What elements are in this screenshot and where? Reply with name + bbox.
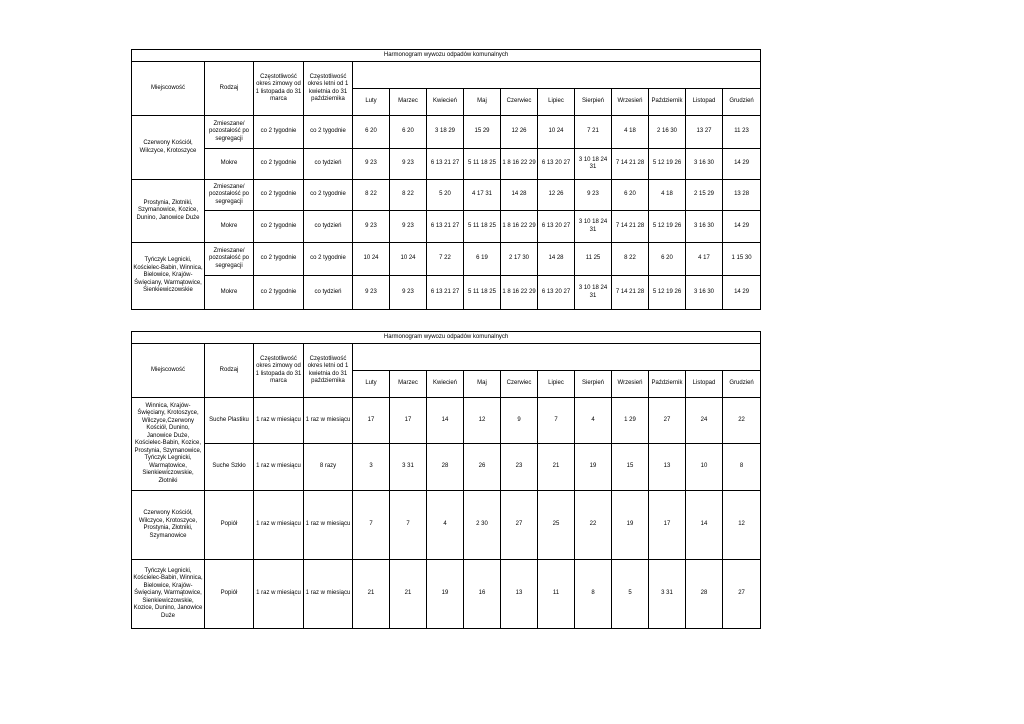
date-cell: 4 18 bbox=[612, 116, 649, 149]
date-cell: 9 bbox=[501, 398, 538, 444]
date-cell: 3 31 bbox=[649, 560, 686, 629]
date-cell: 5 12 19 26 bbox=[649, 276, 686, 310]
date-cell: 6 20 bbox=[612, 180, 649, 211]
date-cell: 9 23 bbox=[353, 211, 390, 243]
date-cell: 9 23 bbox=[353, 149, 390, 180]
summer-frequency-cell: co 2 tygodnie bbox=[304, 116, 353, 149]
month-header: Kwiecień bbox=[427, 371, 464, 398]
month-header: Grudzień bbox=[723, 371, 761, 398]
date-cell: 5 12 19 26 bbox=[649, 149, 686, 180]
date-cell: 7 14 21 28 bbox=[612, 276, 649, 310]
date-cell: 28 bbox=[427, 444, 464, 491]
date-cell: 9 23 bbox=[353, 276, 390, 310]
date-cell: 1 29 bbox=[612, 398, 649, 444]
date-cell: 6 13 20 27 bbox=[538, 276, 575, 310]
date-cell: 26 bbox=[464, 444, 501, 491]
winter-frequency-header: Częstotliwość okres zimowy od 1 listopada do 31 marca bbox=[254, 62, 304, 116]
date-cell: 8 bbox=[723, 444, 761, 491]
date-cell: 3 bbox=[353, 444, 390, 491]
waste-type-cell: Popiół bbox=[205, 560, 254, 629]
date-cell: 13 28 bbox=[723, 180, 761, 211]
locality-cell: Tyńczyk Legnicki, Kościelec-Babin, Winnica, Bielowice, Krajów-Święciany, Warmątowice, Sienkiewiczowskie bbox=[132, 243, 205, 310]
type-header: Rodzaj bbox=[205, 344, 254, 398]
date-cell: 27 bbox=[723, 560, 761, 629]
month-header: Sierpień bbox=[575, 371, 612, 398]
table-row bbox=[132, 444, 761, 491]
date-cell: 8 22 bbox=[612, 243, 649, 276]
date-cell: 7 22 bbox=[427, 243, 464, 276]
month-header: Maj bbox=[464, 89, 501, 116]
date-cell: 3 18 29 bbox=[427, 116, 464, 149]
date-cell: 7 14 21 28 bbox=[612, 211, 649, 243]
winter-frequency-cell: co 2 tygodnie bbox=[254, 116, 304, 149]
schedule-table-2 bbox=[131, 331, 761, 629]
winter-frequency-cell: 1 raz w miesiącu bbox=[254, 444, 304, 491]
date-cell: 1 8 16 22 29 bbox=[501, 211, 538, 243]
month-header: Kwiecień bbox=[427, 89, 464, 116]
date-cell: 3 16 30 bbox=[686, 149, 723, 180]
date-cell: 6 13 20 27 bbox=[538, 211, 575, 243]
months-blank-header bbox=[353, 62, 761, 89]
date-cell: 7 21 bbox=[575, 116, 612, 149]
summer-frequency-cell: 8 razy bbox=[304, 444, 353, 491]
table-row bbox=[132, 398, 761, 444]
date-cell: 14 29 bbox=[723, 149, 761, 180]
month-header: Lipiec bbox=[538, 89, 575, 116]
table-title: Harmonogram wywozu odpadów komunalnych bbox=[132, 50, 761, 62]
date-cell: 7 bbox=[353, 491, 390, 560]
months-blank-header bbox=[353, 344, 761, 371]
date-cell: 5 11 18 25 bbox=[464, 149, 501, 180]
date-cell: 4 17 31 bbox=[464, 180, 501, 211]
date-cell: 27 bbox=[501, 491, 538, 560]
summer-frequency-cell: 1 raz w miesiącu bbox=[304, 398, 353, 444]
waste-type-cell: Zmieszane/ pozostałość po segregacji bbox=[205, 243, 254, 276]
date-cell: 19 bbox=[612, 491, 649, 560]
winter-frequency-cell: co 2 tygodnie bbox=[254, 243, 304, 276]
date-cell: 3 16 30 bbox=[686, 211, 723, 243]
date-cell: 1 8 16 22 29 bbox=[501, 149, 538, 180]
date-cell: 7 14 21 28 bbox=[612, 149, 649, 180]
waste-type-cell: Zmieszane/ pozostałość po segregacji bbox=[205, 116, 254, 149]
summer-frequency-cell: co tydzień bbox=[304, 149, 353, 180]
date-cell: 2 16 30 bbox=[649, 116, 686, 149]
month-header: Luty bbox=[353, 371, 390, 398]
summer-frequency-cell: co tydzień bbox=[304, 276, 353, 310]
date-cell: 2 17 30 bbox=[501, 243, 538, 276]
date-cell: 12 bbox=[723, 491, 761, 560]
date-cell: 6 13 20 27 bbox=[538, 149, 575, 180]
waste-type-cell: Suche Szkło bbox=[205, 444, 254, 491]
date-cell: 2 15 29 bbox=[686, 180, 723, 211]
date-cell: 14 bbox=[686, 491, 723, 560]
locality-cell: Czerwony Kościół, Wilczyce, Krotoszyce, Prostynia, Złotniki, Szymanowice bbox=[132, 491, 205, 560]
date-cell: 21 bbox=[353, 560, 390, 629]
date-cell: 11 23 bbox=[723, 116, 761, 149]
summer-frequency-cell: 1 raz w miesiącu bbox=[304, 560, 353, 629]
date-cell: 13 bbox=[501, 560, 538, 629]
date-cell: 28 bbox=[686, 560, 723, 629]
date-cell: 10 24 bbox=[353, 243, 390, 276]
winter-frequency-cell: co 2 tygodnie bbox=[254, 276, 304, 310]
date-cell: 10 24 bbox=[390, 243, 427, 276]
winter-frequency-cell: 1 raz w miesiącu bbox=[254, 491, 304, 560]
waste-type-cell: Suche Plastiku bbox=[205, 398, 254, 444]
summer-frequency-header: Częstotliwość okres letni od 1 kwietnia do 31 października bbox=[304, 62, 353, 116]
date-cell: 10 24 bbox=[538, 116, 575, 149]
date-cell: 3 10 18 24 31 bbox=[575, 149, 612, 180]
date-cell: 17 bbox=[390, 398, 427, 444]
date-cell: 16 bbox=[464, 560, 501, 629]
date-cell: 8 22 bbox=[390, 180, 427, 211]
locality-cell: Tyńczyk Legnicki, Kościelec-Babin, Winnica, Bielowice, Krajów-Święciany, Warmątowice, Sienkiewiczowskie, Kozice, Dunino, Janowice Duże bbox=[132, 560, 205, 629]
date-cell: 5 11 18 25 bbox=[464, 211, 501, 243]
date-cell: 22 bbox=[723, 398, 761, 444]
date-cell: 11 bbox=[538, 560, 575, 629]
summer-frequency-header: Częstotliwość okres letni od 1 kwietnia do 31 października bbox=[304, 344, 353, 398]
locality-header: Miejscowość bbox=[132, 344, 205, 398]
date-cell: 8 bbox=[575, 560, 612, 629]
date-cell: 1 8 16 22 29 bbox=[501, 276, 538, 310]
date-cell: 14 28 bbox=[538, 243, 575, 276]
month-header: Październik bbox=[649, 371, 686, 398]
winter-frequency-header: Częstotliwość okres zimowy od 1 listopada do 31 marca bbox=[254, 344, 304, 398]
month-header: Czerwiec bbox=[501, 89, 538, 116]
waste-type-cell: Mokre bbox=[205, 211, 254, 243]
date-cell: 8 22 bbox=[353, 180, 390, 211]
date-cell: 9 23 bbox=[390, 276, 427, 310]
winter-frequency-cell: 1 raz w miesiącu bbox=[254, 560, 304, 629]
date-cell: 6 20 bbox=[390, 116, 427, 149]
date-cell: 19 bbox=[427, 560, 464, 629]
date-cell: 14 bbox=[427, 398, 464, 444]
table-row bbox=[132, 180, 761, 211]
table-row bbox=[132, 243, 761, 276]
month-header: Czerwiec bbox=[501, 371, 538, 398]
month-header: Grudzień bbox=[723, 89, 761, 116]
date-cell: 3 10 18 24 31 bbox=[575, 211, 612, 243]
date-cell: 6 13 21 27 bbox=[427, 211, 464, 243]
month-header: Maj bbox=[464, 371, 501, 398]
schedule-table-1 bbox=[131, 49, 761, 310]
table-row bbox=[132, 276, 761, 310]
date-cell: 6 20 bbox=[649, 243, 686, 276]
date-cell: 23 bbox=[501, 444, 538, 491]
date-cell: 5 11 18 25 bbox=[464, 276, 501, 310]
date-cell: 25 bbox=[538, 491, 575, 560]
date-cell: 12 bbox=[464, 398, 501, 444]
date-cell: 4 17 bbox=[686, 243, 723, 276]
locality-header: Miejscowość bbox=[132, 62, 205, 116]
date-cell: 3 16 30 bbox=[686, 276, 723, 310]
date-cell: 6 13 21 27 bbox=[427, 149, 464, 180]
waste-type-cell: Mokre bbox=[205, 149, 254, 180]
date-cell: 5 bbox=[612, 560, 649, 629]
month-header: Luty bbox=[353, 89, 390, 116]
waste-type-cell: Mokre bbox=[205, 276, 254, 310]
date-cell: 6 20 bbox=[353, 116, 390, 149]
locality-cell: Winnica, Krajów-Święciany, Krotoszyce, Wilczyce,Czerwony Kościół, Dunino, Janowice Duże, Kościelec-Babin, Kozice, Prostynia, Szymanowice, Tyńczyk Legnicki, Warmątowice, Sienkiewiczowskie, Złotniki bbox=[132, 398, 205, 491]
date-cell: 4 18 bbox=[649, 180, 686, 211]
summer-frequency-cell: co 2 tygodnie bbox=[304, 243, 353, 276]
date-cell: 17 bbox=[649, 491, 686, 560]
date-cell: 17 bbox=[353, 398, 390, 444]
table-row bbox=[132, 491, 761, 560]
winter-frequency-cell: co 2 tygodnie bbox=[254, 149, 304, 180]
month-header: Lipiec bbox=[538, 371, 575, 398]
date-cell: 4 bbox=[575, 398, 612, 444]
table-row bbox=[132, 211, 761, 243]
summer-frequency-cell: 1 raz w miesiącu bbox=[304, 491, 353, 560]
date-cell: 7 bbox=[390, 491, 427, 560]
date-cell: 9 23 bbox=[390, 211, 427, 243]
date-cell: 3 10 18 24 31 bbox=[575, 276, 612, 310]
date-cell: 12 26 bbox=[501, 116, 538, 149]
month-header: Sierpień bbox=[575, 89, 612, 116]
date-cell: 11 25 bbox=[575, 243, 612, 276]
date-cell: 19 bbox=[575, 444, 612, 491]
date-cell: 10 bbox=[686, 444, 723, 491]
month-header: Listopad bbox=[686, 89, 723, 116]
date-cell: 1 15 30 bbox=[723, 243, 761, 276]
date-cell: 14 29 bbox=[723, 276, 761, 310]
date-cell: 14 29 bbox=[723, 211, 761, 243]
table-row bbox=[132, 149, 761, 180]
locality-cell: Prostynia, Złotniki, Szymanowice, Kozice, Dunino, Janowice Duże bbox=[132, 180, 205, 243]
month-header: Listopad bbox=[686, 371, 723, 398]
date-cell: 6 19 bbox=[464, 243, 501, 276]
month-header: Październik bbox=[649, 89, 686, 116]
table-row bbox=[132, 560, 761, 629]
waste-type-cell: Zmieszane/ pozostałość po segregacji bbox=[205, 180, 254, 211]
table-title: Harmonogram wywozu odpadów komunalnych bbox=[132, 332, 761, 344]
summer-frequency-cell: co tydzień bbox=[304, 211, 353, 243]
date-cell: 5 12 19 26 bbox=[649, 211, 686, 243]
date-cell: 7 bbox=[538, 398, 575, 444]
winter-frequency-cell: 1 raz w miesiącu bbox=[254, 398, 304, 444]
date-cell: 21 bbox=[390, 560, 427, 629]
type-header: Rodzaj bbox=[205, 62, 254, 116]
date-cell: 12 26 bbox=[538, 180, 575, 211]
locality-cell: Czerwony Kościół, Wilczyce, Krotoszyce bbox=[132, 116, 205, 180]
month-header: Marzec bbox=[390, 89, 427, 116]
date-cell: 2 30 bbox=[464, 491, 501, 560]
date-cell: 13 27 bbox=[686, 116, 723, 149]
summer-frequency-cell: co 2 tygodnie bbox=[304, 180, 353, 211]
date-cell: 9 23 bbox=[390, 149, 427, 180]
date-cell: 3 31 bbox=[390, 444, 427, 491]
date-cell: 21 bbox=[538, 444, 575, 491]
date-cell: 5 20 bbox=[427, 180, 464, 211]
waste-type-cell: Popiół bbox=[205, 491, 254, 560]
date-cell: 4 bbox=[427, 491, 464, 560]
month-header: Marzec bbox=[390, 371, 427, 398]
date-cell: 27 bbox=[649, 398, 686, 444]
date-cell: 6 13 21 27 bbox=[427, 276, 464, 310]
date-cell: 15 29 bbox=[464, 116, 501, 149]
date-cell: 9 23 bbox=[575, 180, 612, 211]
table-row bbox=[132, 116, 761, 149]
winter-frequency-cell: co 2 tygodnie bbox=[254, 211, 304, 243]
winter-frequency-cell: co 2 tygodnie bbox=[254, 180, 304, 211]
date-cell: 14 28 bbox=[501, 180, 538, 211]
date-cell: 24 bbox=[686, 398, 723, 444]
date-cell: 13 bbox=[649, 444, 686, 491]
month-header: Wrzesień bbox=[612, 371, 649, 398]
month-header: Wrzesień bbox=[612, 89, 649, 116]
date-cell: 15 bbox=[612, 444, 649, 491]
date-cell: 22 bbox=[575, 491, 612, 560]
